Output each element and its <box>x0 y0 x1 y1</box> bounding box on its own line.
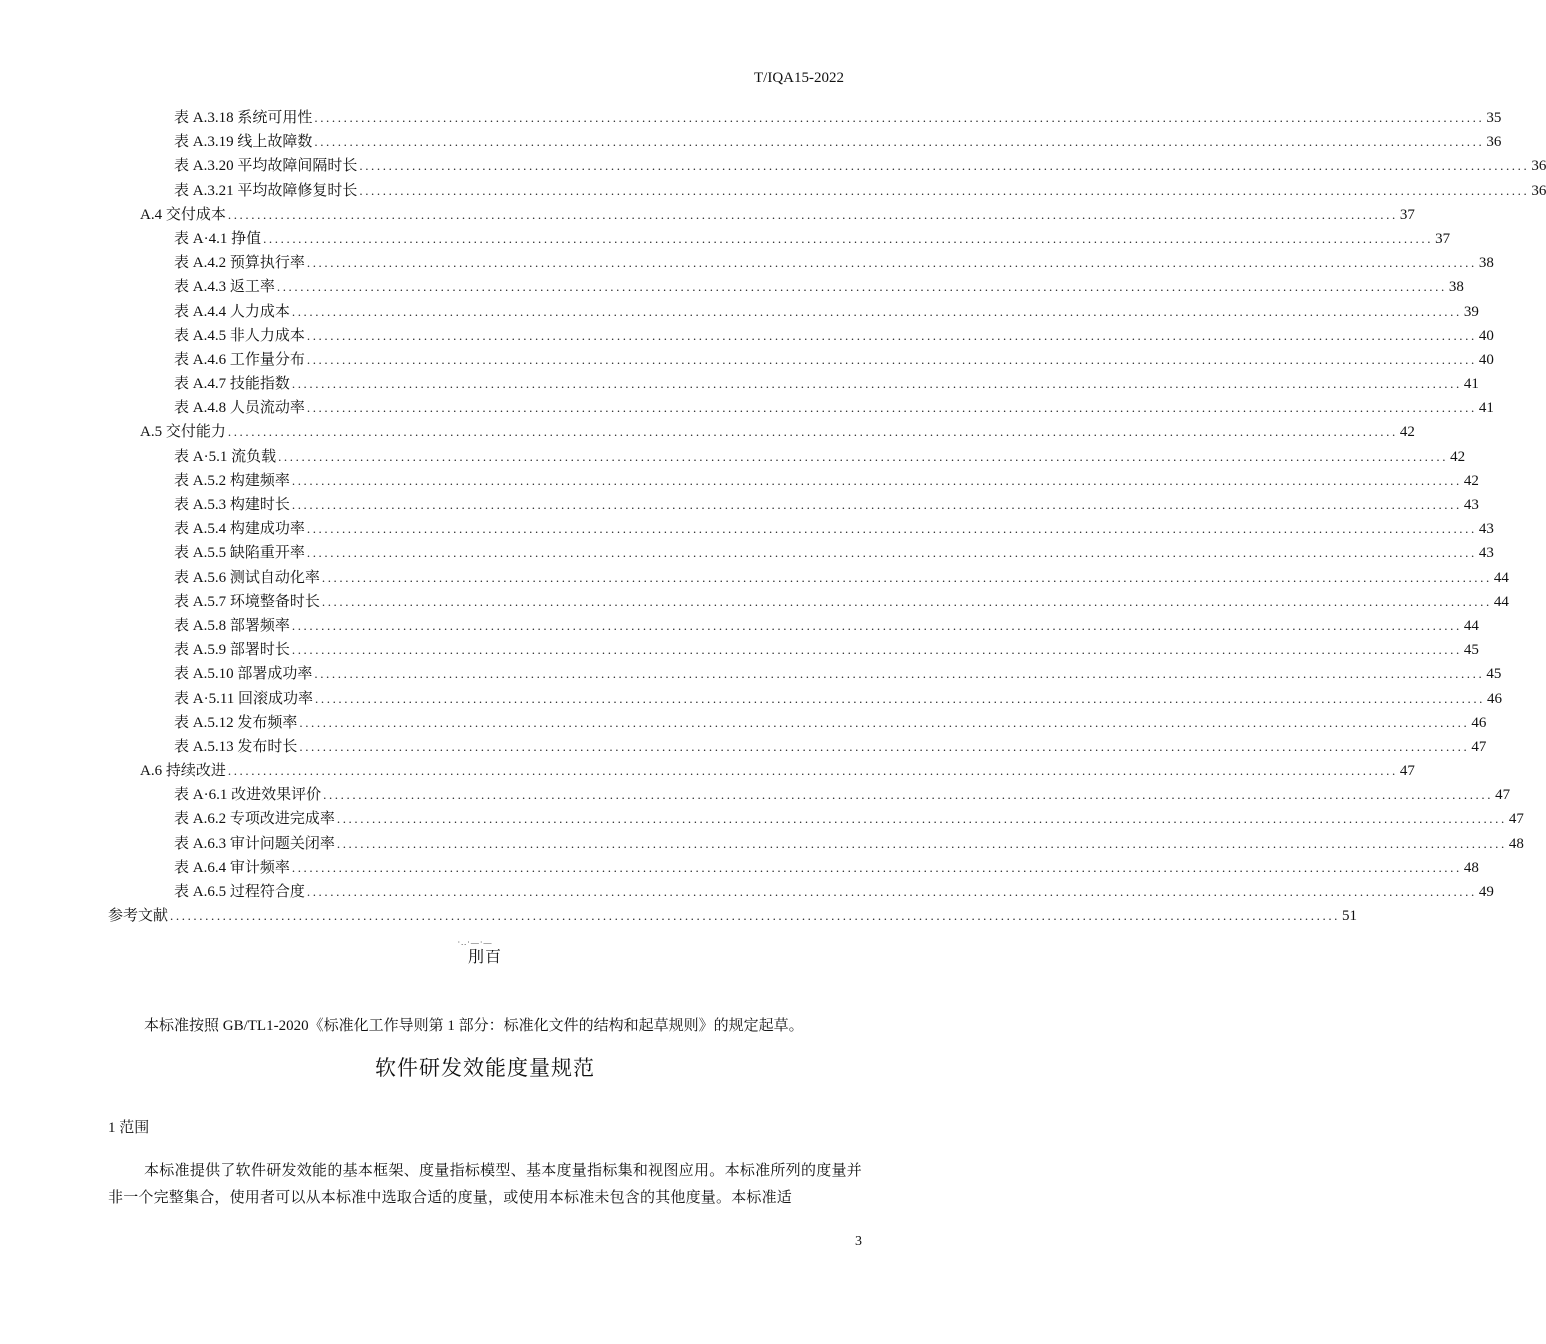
toc-entry-page: 45 <box>1463 642 1479 659</box>
toc-leader-dots: ........................................................................................................................................................................................................ <box>263 230 1434 246</box>
toc-entry-page: 39 <box>1463 303 1479 320</box>
toc-leader-dots: ........................................................................................................................................................................................................ <box>323 787 1494 803</box>
toc-entry-label: 表 A.5.7 环境整备时长 <box>174 593 320 610</box>
toc-entry-label: 表 A.4.5 非人力成本 <box>174 327 305 344</box>
toc-leader-dots: ........................................................................................................................................................................................................ <box>315 690 1486 706</box>
toc-entry-page: 42 <box>1450 448 1466 465</box>
toc-entry[interactable] <box>0 154 1546 178</box>
toc-leader-dots: ........................................................................................................................................................................................................ <box>170 908 1341 924</box>
toc-entry-label: 表 A.4.3 返工率 <box>174 279 275 296</box>
toc-entry[interactable] <box>0 469 1479 493</box>
toc-entry-label: 表 A.6.4 审计频率 <box>174 859 290 876</box>
toc-entry[interactable] <box>0 807 1524 831</box>
toc-entry-page: 44 <box>1463 617 1479 634</box>
toc-entry-page: 36 <box>1531 158 1546 175</box>
toc-entry-page: 40 <box>1478 327 1494 344</box>
toc-entry[interactable] <box>0 348 1494 372</box>
toc-entry-page: 38 <box>1448 279 1464 296</box>
toc-entry-page: 47 <box>1399 763 1415 780</box>
toc-entry[interactable] <box>0 420 1415 444</box>
section-heading-scope: 1 范围 <box>108 1120 150 1136</box>
toc-entry-label: 表 A.5.12 发布频率 <box>174 714 298 731</box>
toc-entry-page: 47 <box>1495 787 1511 804</box>
toc-entry[interactable] <box>0 517 1494 541</box>
toc-leader-dots: ........................................................................................................................................................................................................ <box>314 134 1485 150</box>
toc-entry-page: 47 <box>1508 811 1524 828</box>
toc-entry-page: 47 <box>1471 738 1487 755</box>
toc-entry-label: A.4 交付成本 <box>140 206 226 223</box>
toc-leader-dots: ........................................................................................................................................................................................................ <box>278 448 1449 464</box>
toc-leader-dots: ........................................................................................................................................................................................................ <box>299 714 1470 730</box>
toc-entry-label: 表 A.4.7 技能指数 <box>174 376 290 393</box>
toc-entry-label: 表 A.5.13 发布时长 <box>174 738 298 755</box>
toc-leader-dots: ........................................................................................................................................................................................................ <box>306 327 1477 343</box>
toc-entry-label: 表 A.3.20 平均故障间隔时长 <box>174 158 358 175</box>
toc-entry-label: 表 A.3.21 平均故障修复时长 <box>174 182 358 199</box>
toc-entry-label: 表 A.5.8 部署频率 <box>174 617 290 634</box>
toc-entry[interactable] <box>0 566 1509 590</box>
foreword-mark: ·..·—·— <box>457 938 493 947</box>
toc-entry-page: 36 <box>1486 134 1502 151</box>
toc-entry[interactable] <box>0 203 1415 227</box>
toc-entry[interactable] <box>0 300 1479 324</box>
toc-entry-label: 表 A.3.19 线上故障数 <box>174 134 313 151</box>
toc-entry-page: 48 <box>1508 835 1524 852</box>
toc-entry-label: 表 A.4.8 人员流动率 <box>174 400 305 417</box>
toc-entry-page: 41 <box>1478 400 1494 417</box>
toc-leader-dots: ........................................................................................................................................................................................................ <box>306 255 1477 271</box>
toc-entry-page: 43 <box>1463 497 1479 513</box>
toc-entry[interactable] <box>0 687 1503 711</box>
toc-entry-page: 43 <box>1478 545 1494 562</box>
toc-entry-page: 44 <box>1493 569 1509 586</box>
toc-leader-dots: ........................................................................................................................................................................................................ <box>321 593 1492 609</box>
toc-entry[interactable] <box>0 614 1479 638</box>
toc-entry-label: A.6 持续改进 <box>140 763 226 780</box>
toc-leader-dots: ........................................................................................................................................................................................................ <box>291 303 1462 319</box>
toc-entry-page: 46 <box>1487 690 1503 707</box>
toc-leader-dots: ........................................................................................................................................................................................................ <box>227 424 1398 440</box>
toc-entry-page: 43 <box>1478 521 1494 538</box>
toc-leader-dots: ........................................................................................................................................................................................................ <box>314 666 1485 682</box>
toc-entry-label: 表 A.5.2 构建频率 <box>174 472 290 489</box>
toc-entry[interactable] <box>0 590 1509 614</box>
toc-entry-label: 表 A.5.4 构建成功率 <box>174 521 305 538</box>
toc-leader-dots: ........................................................................................................................................................................................................ <box>291 859 1462 875</box>
toc-entry-label: 参考文献 <box>108 908 169 925</box>
toc-entry-label: 表 A.5.10 部署成功率 <box>174 666 313 683</box>
toc-leader-dots: ........................................................................................................................................................................................................ <box>336 835 1507 851</box>
toc-entry-label: 表 A.4.6 工作量分布 <box>174 351 305 368</box>
toc-entry[interactable] <box>0 324 1494 348</box>
toc-leader-dots: ........................................................................................................................................................................................................ <box>359 182 1530 198</box>
foreword-text: 本标准按照 GB/TL1-2020《标准化工作导则第 1 部分：标准化文件的结构和起草规则》的规定起草。 <box>144 1018 804 1034</box>
document-code: T/IQA15-2022 <box>754 70 844 86</box>
toc-entry-page: 48 <box>1463 859 1479 876</box>
toc-leader-dots: ........................................................................................................................................................................................................ <box>321 569 1492 585</box>
toc-entry[interactable] <box>0 251 1494 275</box>
toc-entry-label: 表 A.5.3 构建时长 <box>174 497 290 513</box>
toc-entry[interactable] <box>0 735 1487 759</box>
toc-entry[interactable] <box>0 541 1494 565</box>
toc-leader-dots: ........................................................................................................................................................................................................ <box>306 884 1477 899</box>
toc-entry[interactable] <box>0 759 1415 783</box>
toc-entry-page: 40 <box>1478 351 1494 368</box>
toc-entry-page: 37 <box>1435 230 1451 247</box>
page-number: 3 <box>855 1234 862 1249</box>
toc-entry-label: 表 A·4.1 挣值 <box>174 230 262 247</box>
toc-entry-label: A.5 交付能力 <box>140 424 226 441</box>
toc-entry[interactable] <box>0 106 1502 130</box>
toc-entry[interactable] <box>0 783 1511 807</box>
toc-entry-label: 表 A.6.2 专项改进完成率 <box>174 811 335 828</box>
document-title: 软件研发效能度量规范 <box>375 1056 595 1080</box>
toc-entry-label: 表 A.6.3 审计问题关闭率 <box>174 835 335 852</box>
table-of-contents <box>0 106 1546 928</box>
toc-entry-label: 表 A.5.6 测试自动化率 <box>174 569 320 586</box>
toc-leader-dots: ........................................................................................................................................................................................................ <box>299 738 1470 754</box>
toc-entry-label: 表 A·5.1 流负载 <box>174 448 277 465</box>
toc-entry-label: 表 A·5.11 回滚成功率 <box>174 690 314 707</box>
toc-entry[interactable] <box>0 396 1494 420</box>
toc-entry[interactable] <box>0 445 1466 469</box>
foreword-title: 刖百 <box>467 949 502 966</box>
toc-entry[interactable] <box>0 179 1546 203</box>
toc-entry-page: 35 <box>1486 110 1502 126</box>
toc-leader-dots: ........................................................................................................................................................................................................ <box>336 811 1507 827</box>
toc-leader-dots: ........................................................................................................................................................................................................ <box>306 351 1477 367</box>
toc-entry-page: 49 <box>1478 884 1494 900</box>
toc-entry-page: 45 <box>1486 666 1502 683</box>
toc-entry-label: 表 A.3.18 系统可用性 <box>174 110 313 126</box>
toc-entry[interactable] <box>0 832 1524 856</box>
toc-entry-page: 44 <box>1493 593 1509 610</box>
toc-leader-dots: ........................................................................................................................................................................................................ <box>306 521 1477 537</box>
toc-entry-label: 表 A·6.1 改进效果评价 <box>174 787 322 804</box>
toc-leader-dots: ........................................................................................................................................................................................................ <box>359 158 1530 174</box>
toc-entry[interactable] <box>0 275 1464 299</box>
toc-entry[interactable] <box>0 856 1479 880</box>
toc-leader-dots: ........................................................................................................................................................................................................ <box>314 110 1485 125</box>
toc-entry[interactable] <box>0 711 1487 735</box>
toc-entry[interactable] <box>0 372 1479 396</box>
toc-entry-page: 42 <box>1399 424 1415 441</box>
toc-entry-label: 表 A.4.4 人力成本 <box>174 303 290 320</box>
toc-entry-page: 42 <box>1463 472 1479 489</box>
toc-entry-label: 表 A.4.2 预算执行率 <box>174 255 305 272</box>
toc-entry-page: 38 <box>1478 255 1494 272</box>
toc-leader-dots: ........................................................................................................................................................................................................ <box>276 279 1447 295</box>
toc-leader-dots: ........................................................................................................................................................................................................ <box>227 763 1398 779</box>
toc-entry-label: 表 A.5.5 缺陷重开率 <box>174 545 305 562</box>
toc-entry-page: 37 <box>1399 206 1415 223</box>
toc-leader-dots: ........................................................................................................................................................................................................ <box>291 617 1462 633</box>
toc-entry-label: 表 A.6.5 过程符合度 <box>174 884 305 900</box>
toc-entry[interactable] <box>0 904 1358 928</box>
toc-entry[interactable] <box>0 638 1479 662</box>
toc-entry-label: 表 A.5.9 部署时长 <box>174 642 290 659</box>
toc-entry[interactable] <box>0 227 1451 251</box>
toc-entry-page: 51 <box>1342 908 1358 925</box>
toc-leader-dots: ........................................................................................................................................................................................................ <box>291 376 1462 392</box>
scope-paragraph: 本标准提供了软件研发效能的基本框架、度量指标模型、基本度量指标集和视图应用。本标准所列的度量并非一个完整集合，使用者可以从本标准中选取合适的度量，或使用本标准未包含的其他度量。本标准适 <box>108 1163 862 1206</box>
toc-entry-page: 46 <box>1471 714 1487 731</box>
toc-entry[interactable] <box>0 493 1479 517</box>
toc-entry-page: 41 <box>1463 376 1479 393</box>
toc-entry-page: 36 <box>1531 182 1546 199</box>
toc-leader-dots: ........................................................................................................................................................................................................ <box>291 642 1462 658</box>
toc-leader-dots: ........................................................................................................................................................................................................ <box>291 497 1462 512</box>
toc-entry[interactable] <box>0 662 1502 686</box>
toc-leader-dots: ........................................................................................................................................................................................................ <box>227 206 1398 222</box>
toc-entry[interactable] <box>0 130 1502 154</box>
toc-entry[interactable] <box>0 880 1494 904</box>
toc-leader-dots: ........................................................................................................................................................................................................ <box>291 472 1462 488</box>
toc-leader-dots: ........................................................................................................................................................................................................ <box>306 400 1477 416</box>
toc-leader-dots: ........................................................................................................................................................................................................ <box>306 545 1477 561</box>
